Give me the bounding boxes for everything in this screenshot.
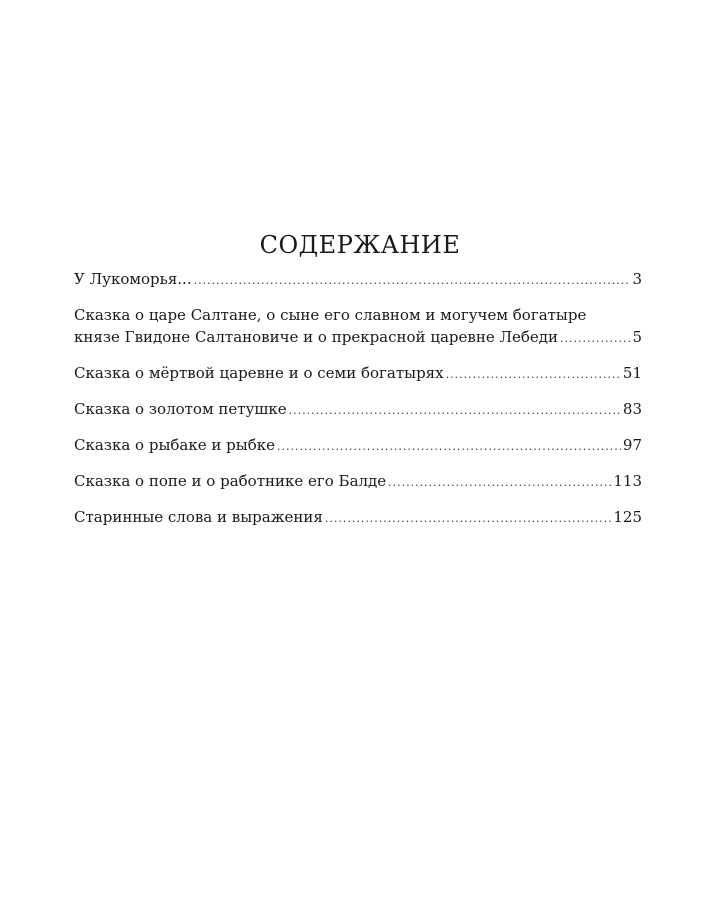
dot-leader	[325, 508, 612, 530]
toc-entry-title: Старинные слова и выражения	[74, 508, 323, 526]
toc-entry-page: 3	[632, 270, 642, 288]
toc-entry	[74, 304, 642, 350]
dot-leader	[446, 364, 621, 386]
toc-entry-title: Сказка о мёртвой царевне и о семи богатырях	[74, 364, 444, 382]
dot-leader	[388, 472, 611, 494]
dot-leader	[289, 400, 621, 422]
toc-entry-title-line1: Сказка о царе Салтане, о сыне его славном и могучем богатыре	[74, 306, 587, 324]
toc-entry	[74, 398, 642, 422]
toc-entry-title: Сказка о попе и о работнике его Балде	[74, 472, 387, 490]
toc-entry	[74, 470, 642, 494]
toc-entry-title: Сказка о золотом петушке	[74, 400, 287, 418]
toc-entry-page: 5	[632, 328, 642, 346]
toc-entry-page: 83	[622, 400, 642, 418]
toc-entry-title: У Лукоморья...	[74, 270, 192, 288]
toc-entry-page: 51	[622, 364, 642, 382]
toc-entry-title: князе Гвидоне Салтановиче и о прекрасной царевне Лебеди	[74, 328, 559, 346]
toc-entry	[74, 268, 642, 292]
toc-entry-page: 125	[613, 508, 642, 526]
dot-leader	[277, 436, 621, 458]
dot-leader	[560, 328, 630, 350]
toc-entry	[74, 362, 642, 386]
toc-entry	[74, 434, 642, 458]
toc-entry-title: Сказка о рыбаке и рыбке	[74, 436, 275, 454]
toc-entry-page: 97	[622, 436, 642, 454]
contents-heading: СОДЕРЖАНИЕ	[259, 231, 461, 259]
toc-entry	[74, 506, 642, 530]
table-of-contents	[74, 268, 642, 530]
toc-entry-page: 113	[613, 472, 642, 490]
dot-leader	[194, 270, 631, 292]
